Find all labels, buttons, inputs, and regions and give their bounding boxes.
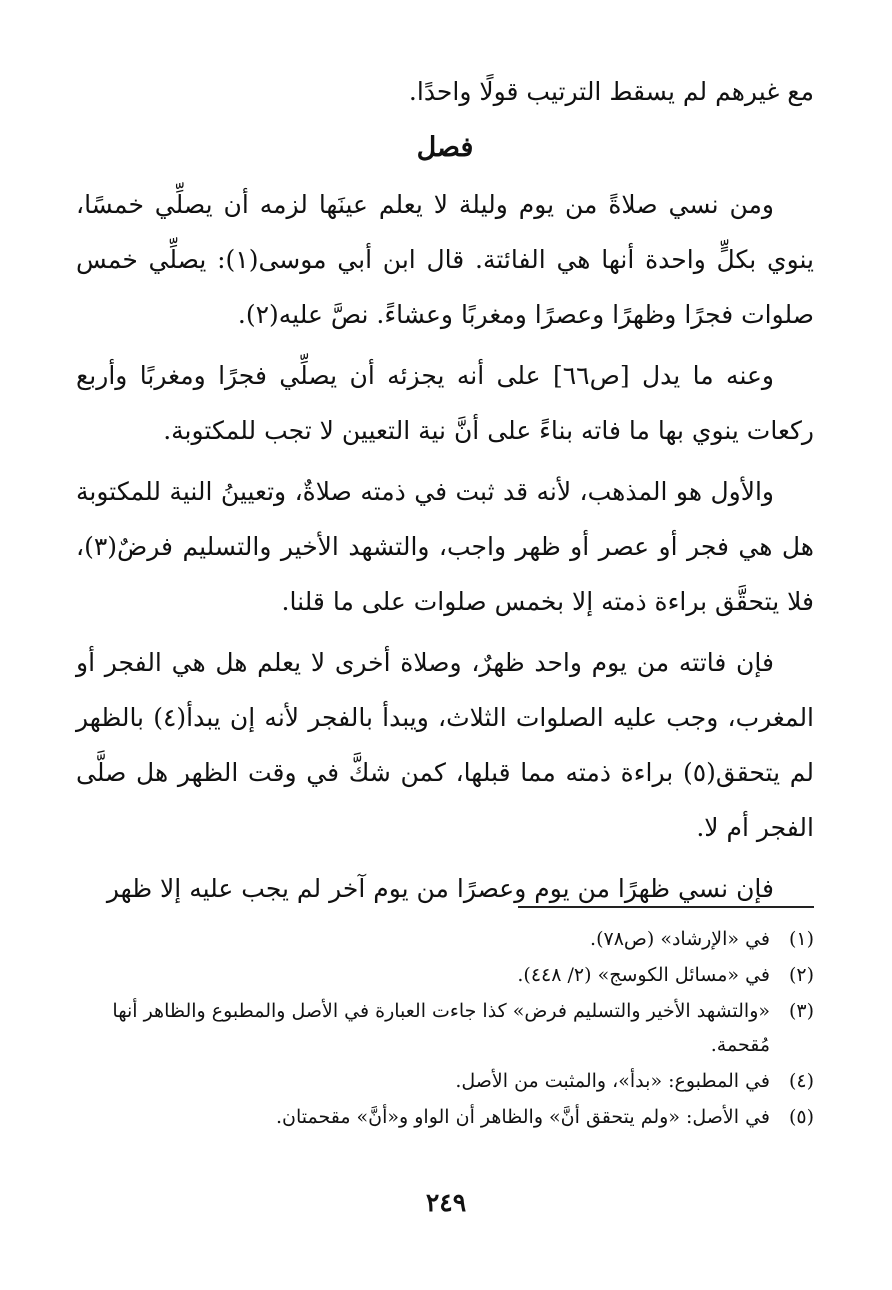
footnote — [76, 994, 814, 1062]
footnote-divider — [518, 906, 814, 908]
footnote-text: في المطبوع: «بدأ»، والمثبت من الأصل. — [455, 1070, 770, 1092]
footnote-number: (٤) — [788, 1070, 814, 1092]
paragraph-2: وعنه ما يدل [ص٦٦] على أنه يجزئه أن يصلِّي فجرًا ومغربًا وأربع ركعات ينوي بها ما فاته بناءً على أنَّ نية التعيين لا تجب للمكتوبة. — [76, 361, 814, 445]
footnote-text: في «الإرشاد» (ص٧٨). — [590, 928, 770, 950]
footnote-number: (١) — [788, 928, 814, 950]
footnote — [76, 1100, 814, 1134]
footnote — [76, 922, 814, 956]
footnote-number: (٣) — [788, 1000, 814, 1022]
footnote-text: في «مسائل الكوسج» (٢/ ٤٤٨). — [517, 964, 770, 986]
paragraph-5: فإن نسي ظهرًا من يوم وعصرًا من يوم آخر لم يجب عليه إلا ظهر — [106, 874, 774, 903]
opening-line: مع غيرهم لم يسقط الترتيب قولًا واحدًا. — [408, 77, 814, 106]
footnote — [76, 958, 814, 992]
footnote-text: «والتشهد الأخير والتسليم فرض» كذا جاءت العبارة في الأصل والمطبوع والظاهر أنها مُقحمة. — [112, 1000, 770, 1056]
footnote-number: (٥) — [788, 1106, 814, 1128]
footnotes — [76, 922, 814, 1136]
paragraph-3: والأول هو المذهب، لأنه قد ثبت في ذمته صلاةٌ، وتعيينُ النية للمكتوبة هل هي فجر أو عصر أو ظهر واجب، والتشهد الأخير والتسليم فرضٌ(٣)، فلا يتحقَّق براءة ذمته إلا بخمس صلوات على ما قلنا. — [76, 477, 814, 616]
footnote — [76, 1064, 814, 1098]
page-number: ٢٤٩ — [425, 1188, 467, 1217]
section-heading: فصل — [416, 132, 474, 163]
footnote-number: (٢) — [788, 964, 814, 986]
paragraph-4: فإن فاتته من يوم واحد ظهرٌ، وصلاة أخرى لا يعلم هل هي الفجر أو المغرب، وجب عليه الصلوات الثلاث، ويبدأ بالفجر لأنه إن يبدأ(٤) بالظهر لم يتحقق(٥) براءة ذمته مما قبلها، كمن شكَّ في وقت الظهر هل صلَّى الفجر أم لا. — [76, 648, 815, 842]
paragraph-1: ومن نسي صلاةً من يوم وليلة لا يعلم عينَها لزمه أن يصلِّي خمسًا، ينوي بكلٍّ واحدة أنها هي الفائتة. قال ابن أبي موسى(١): يصلِّي خمس صلوات فجرًا وظهرًا وعصرًا ومغربًا وعشاءً. نصَّ عليه(٢). — [76, 190, 814, 329]
footnote-text: في الأصل: «ولم يتحقق أنَّ» والظاهر أن الواو و«أنَّ» مقحمتان. — [275, 1106, 770, 1128]
main-text — [76, 64, 814, 922]
